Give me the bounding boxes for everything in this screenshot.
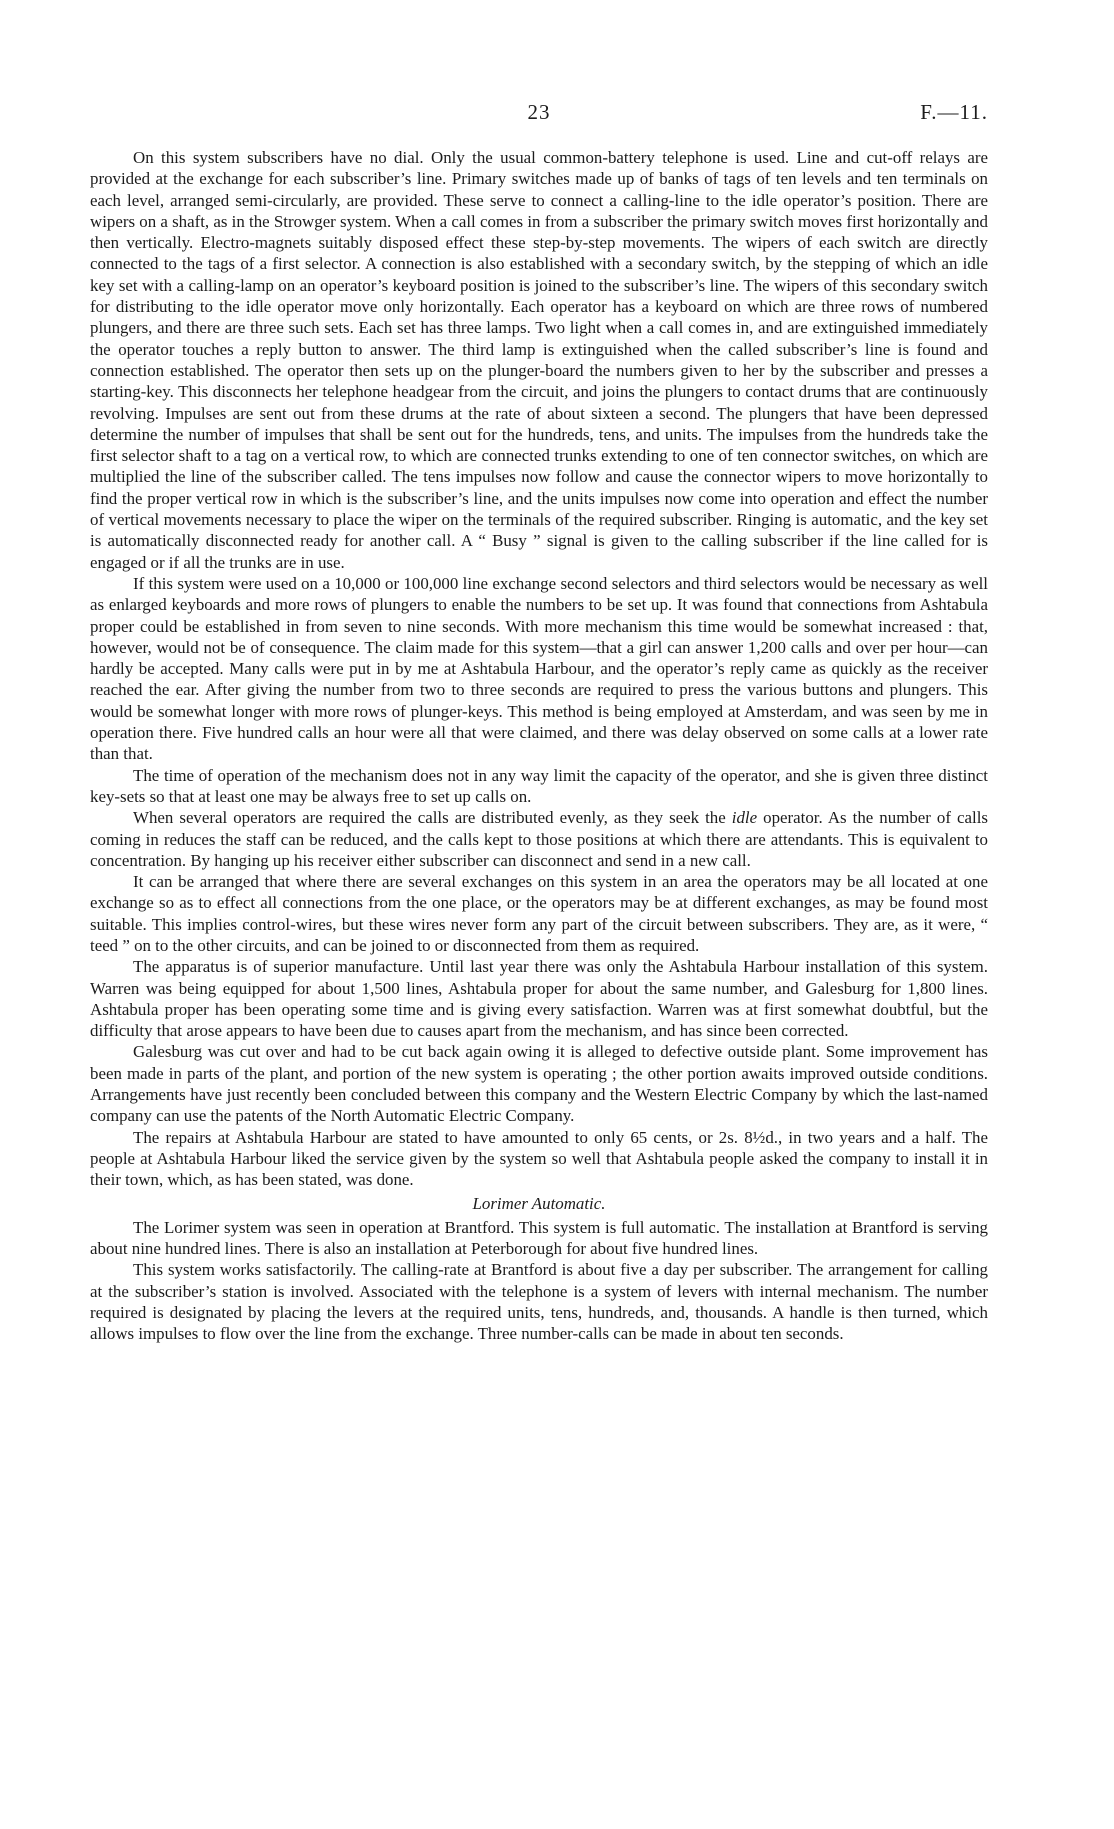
paragraph xyxy=(90,807,988,871)
paragraph-text: When several operators are required the calls are distributed evenly, as they seek the xyxy=(133,808,732,828)
paragraph: The Lorimer system was seen in operation at Brantford. This system is full automatic. The installation at Brantford is serving about nine hundred lines. There is also an installation at Peterborough for about five hundred lines. xyxy=(90,1217,988,1259)
paragraph: Galesburg was cut over and had to be cut back again owing it is alleged to defective outside plant. Some improvement has been made in parts of the plant, and portion of the new system is operating ; the other portion awaits improved outside conditions. Arrangements have just recently been concluded between this company and the Western Electric Company by which the last-named company can use the patents of the North Automatic Electric Company. xyxy=(90,1042,988,1126)
paper-reference: F.—11. xyxy=(920,100,988,124)
paragraph: On this system subscribers have no dial. Only the usual common-battery telephone is used. Line and cut-off relays are provided at the exchange for each subscriber’s line. Primary switches made up of banks of tags of ten levels and ten terminals on each level, arranged semi-circularly, are provided. These serve to connect a calling-line to the idle operator’s position. There are wipers on a shaft, as in the Strowger system. When a call comes in from a subscriber the primary switch moves first horizontally and then vertically. Electro-magnets suitably disposed effect these step-by-step movements. The wipers of each switch are directly connected to the tags of a first selector. A connection is also established with a secondary switch, by the stepping of which an idle key set with a calling-lamp on an operator’s keyboard position is joined to the subscriber’s line. The wipers of this secondary switch for distributing to the idle operator move only horizontally. Each operator has a keyboard on which are three rows of numbered plungers, and there are three such sets. Each set has three lamps. Two light when a call comes in, and are extinguished immediately the operator touches a reply button to answer. The third lamp is extinguished when the called subscriber’s line is found and connection established. The operator then sets up on the plunger-board the numbers given to her by the subscriber and presses a starting-key. This disconnects her telephone headgear from the circuit, and joins the plungers to contact drums that are continuously revolving. Impulses are sent out from these drums at the rate of about sixteen a second. The plungers that have been depressed determine the number of impulses that shall be sent out for the hundreds, tens, and units. The impulses from the hundreds take the first selector shaft to a tag on a vertical row, to which are connected trunks extending to one of ten connector switches, on which are multiplied the line of the subscriber called. The tens impulses now follow and cause the connector wipers to move horizontally to find the proper vertical row in which is the subscriber’s line, and the units impulses now come into operation and effect the number of vertical movements necessary to place the wiper on the terminals of the required subscriber. Ringing is automatic, and the key set is automatically disconnected ready for another call. A “ Busy ” signal is given to the calling subscriber if the line called for is engaged or if all the trunks are in use. xyxy=(90,148,988,572)
paragraph: If this system were used on a 10,000 or 100,000 line exchange second selectors and third selectors would be necessary as well as enlarged keyboards and more rows of plungers to enable the numbers to be set up. It was found that connections from Ashtabula proper could be established in from seven to nine seconds. With more mechanism this time would be somewhat increased : that, however, would not be of consequence. The claim made for this system—that a girl can answer 1,200 calls and over per hour—can hardly be accepted. Many calls were put in by me at Ashtabula Harbour, and the operator’s reply came as quickly as the receiver reached the ear. After giving the number from two to three seconds are required to press the various buttons and plungers. This would be somewhat longer with more rows of plunger-keys. This method is being employed at Amsterdam, and was seen by me in operation there. Five hundred calls an hour were all that were claimed, and there was delay observed on some calls at a lower rate than that. xyxy=(90,573,988,764)
paragraph-text: operator. As the number of calls coming in reduces the staff can be reduced, and the calls kept to those positions at which there are attendants. This is equivalent to concentration. By hanging up his receiver either subscriber can disconnect and send in a new call. xyxy=(90,808,988,870)
paragraph: This system works satisfactorily. The calling-rate at Brantford is about five a day per subscriber. The arrangement for calling at the subscriber’s station is involved. Associated with the telephone is a system of levers with internal mechanism. The number required is designated by placing the levers at the required units, tens, hundreds, and, thousands. A handle is then turned, which allows impulses to flow over the line from the exchange. Three number-calls can be made in about ten seconds. xyxy=(90,1260,988,1344)
paragraph: The apparatus is of superior manufacture. Until last year there was only the Ashtabula Harbour installation of this system. Warren was being equipped for about 1,500 lines, Ashtabula proper for about the same number, and Galesburg for 1,800 lines. Ashtabula proper has been operating some time and is giving every satisfaction. Warren was at first somewhat doubtful, but the difficulty that arose appears to have been due to causes apart from the mechanism, and has since been corrected. xyxy=(90,957,988,1041)
page-number: 23 xyxy=(527,100,551,124)
section-heading: Lorimer Automatic. xyxy=(472,1193,606,1213)
emphasis-idle: idle xyxy=(731,808,758,828)
paragraph: The time of operation of the mechanism does not in any way limit the capacity of the operator, and she is given three distinct key-sets so that at least one may be always free to set up calls on. xyxy=(90,765,988,806)
body-text xyxy=(90,147,988,1345)
paragraph: It can be arranged that where there are several exchanges on this system in an area the operators may be all located at one exchange so as to effect all connections from the one place, or the operators may be at different exchanges, as may be found most suitable. This implies control-wires, but these wires never form any part of the circuit between subscribers. They are, as it were, “ teed ” on to the other circuits, and can be joined to or disconnected from them as required. xyxy=(90,872,988,955)
paragraph: The repairs at Ashtabula Harbour are stated to have amounted to only 65 cents, or 2s. 8½d., in two years and a half. The people at Ashtabula Harbour liked the service given by the system so well that Ashtabula people asked the company to install it in their town, which, as has been stated, was done. xyxy=(90,1127,988,1190)
page-header xyxy=(90,100,988,130)
